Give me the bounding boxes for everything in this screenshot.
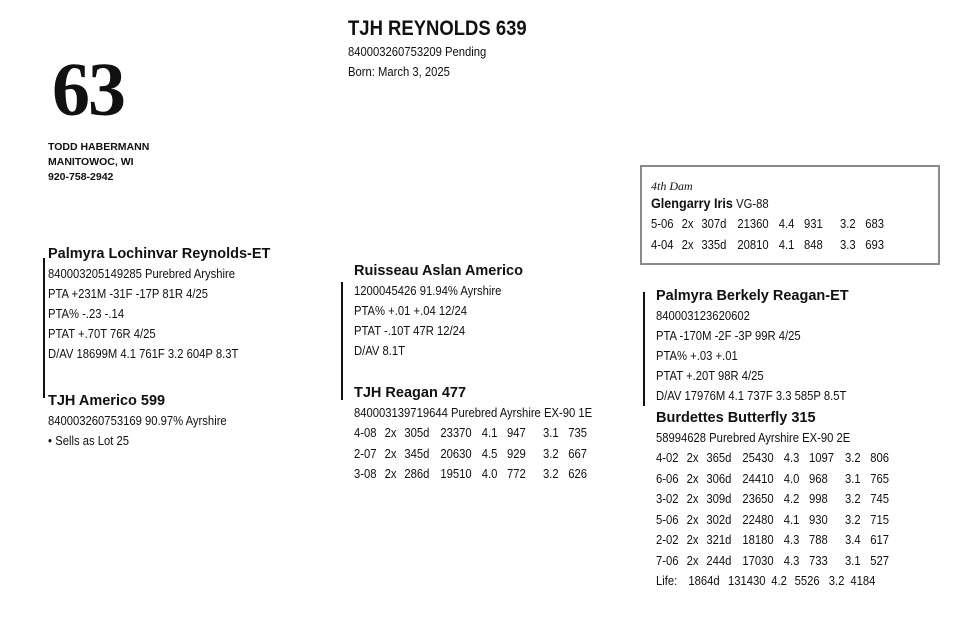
sire-reg: 840003205149285 Purebred Aryshire — [48, 267, 236, 281]
great-grandsire-pta: PTA -170M -2F -3P 99R 4/25 — [656, 329, 801, 343]
great-grandsire-dav: D/AV 17976M 4.1 737F 3.3 585P 8.5T — [656, 389, 847, 403]
sire-of-dam-pta-pct: PTA% +.01 +.04 12/24 — [354, 304, 468, 318]
granddam-name: TJH Reagan 477 — [354, 385, 467, 401]
consignor-block — [48, 140, 149, 185]
sire-of-dam-block — [354, 261, 523, 361]
sire-of-dam-dav: D/AV 8.1T — [354, 344, 406, 358]
great-granddam-block — [656, 408, 930, 592]
dam-name: TJH Americo 599 — [48, 393, 166, 409]
sire-pta: PTA +231M -31F -17P 81R 4/25 — [48, 287, 208, 301]
record-row: 3-08 2x 286d 19510 4.0 772 3.2 626 — [354, 467, 587, 481]
pedigree-bracket-left — [43, 258, 45, 398]
great-granddam-records — [656, 448, 903, 592]
consignor-name: TODD HABERMANN — [48, 141, 150, 153]
great-grandsire-reg: 840003123620602 — [656, 309, 750, 323]
record-row: 4-08 2x 305d 23370 4.1 947 3.1 735 — [354, 426, 587, 440]
sire-block — [48, 244, 270, 364]
fourth-dam-box — [640, 165, 940, 265]
sire-of-dam-name: Ruisseau Aslan Americo — [354, 263, 523, 279]
record-row: 6-06 2x 306d 24410 4.0 968 3.1 765 — [656, 471, 889, 486]
granddam-reg: 840003139719644 Purebred Ayrshire EX-90 1E — [354, 406, 593, 420]
great-grandsire-ptat: PTAT +.20T 98R 4/25 — [656, 369, 764, 383]
record-row: 4-04 2x 335d 20810 4.1 848 3.3 693 — [651, 237, 884, 252]
record-row: 5-06 2x 302d 22480 4.1 930 3.2 715 — [656, 512, 889, 527]
lot-number: 63 — [52, 48, 124, 132]
fourth-dam-name: Glengarry Iris — [651, 195, 733, 211]
record-row: 2-07 2x 345d 20630 4.5 929 3.2 667 — [354, 446, 587, 461]
record-row: 4-02 2x 365d 25430 4.3 1097 3.2 806 — [656, 451, 889, 465]
pedigree-bracket-right — [643, 292, 645, 406]
record-row: 7-06 2x 244d 17030 4.3 733 3.1 527 — [656, 553, 889, 568]
granddam-block — [354, 383, 628, 485]
sire-of-dam-reg: 1200045426 91.94% Ayrshire — [354, 284, 502, 298]
sire-of-dam-ptat: PTAT -.10T 47R 12/24 — [354, 324, 466, 338]
dam-reg: 840003260753169 90.97% Ayrshire — [48, 414, 227, 428]
dam-block — [48, 391, 247, 451]
granddam-records — [354, 423, 601, 485]
animal-born-date: Born: March 3, 2025 — [348, 65, 450, 79]
fourth-dam-records — [651, 214, 898, 255]
great-grandsire-block — [656, 286, 867, 406]
consignor-phone: 920-758-2942 — [48, 171, 114, 183]
great-granddam-reg: 58994628 Purebred Ayrshire EX-90 2E — [656, 431, 851, 445]
great-granddam-name: Burdettes Butterfly 315 — [656, 410, 816, 426]
bullet-icon: • — [48, 434, 52, 448]
sire-pta-pct: PTA% -.23 -.14 — [48, 307, 125, 321]
consignor-location: MANITOWOC, WI — [48, 156, 134, 168]
sire-name: Palmyra Lochinvar Reynolds-ET — [48, 246, 271, 262]
animal-registration: 840003260753209 Pending — [348, 45, 487, 59]
great-grandsire-name: Palmyra Berkely Reagan-ET — [656, 288, 849, 304]
great-grandsire-pta-pct: PTA% +.03 +.01 — [656, 349, 738, 363]
record-row: 5-06 2x 307d 21360 4.4 931 3.2 683 — [651, 217, 884, 231]
record-row: 2-02 2x 321d 18180 4.3 788 3.4 617 — [656, 533, 889, 547]
sire-dav: D/AV 18699M 4.1 761F 3.2 604P 8.3T — [48, 347, 239, 361]
animal-name: TJH REYNOLDS 639 — [348, 17, 527, 40]
dam-note: • Sells as Lot 25 — [48, 431, 227, 451]
lifetime-record-row: Life: 1864d 131430 4.2 5526 3.2 4184 — [656, 574, 876, 588]
sire-ptat: PTAT +.70T 76R 4/25 — [48, 327, 156, 341]
pedigree-bracket-middle — [341, 282, 343, 400]
fourth-dam-label: 4th Dam — [651, 179, 693, 193]
fourth-dam-title — [651, 194, 898, 214]
record-row: 3-02 2x 309d 23650 4.2 998 3.2 745 — [656, 492, 889, 506]
fourth-dam-classification: VG-88 — [736, 197, 769, 211]
